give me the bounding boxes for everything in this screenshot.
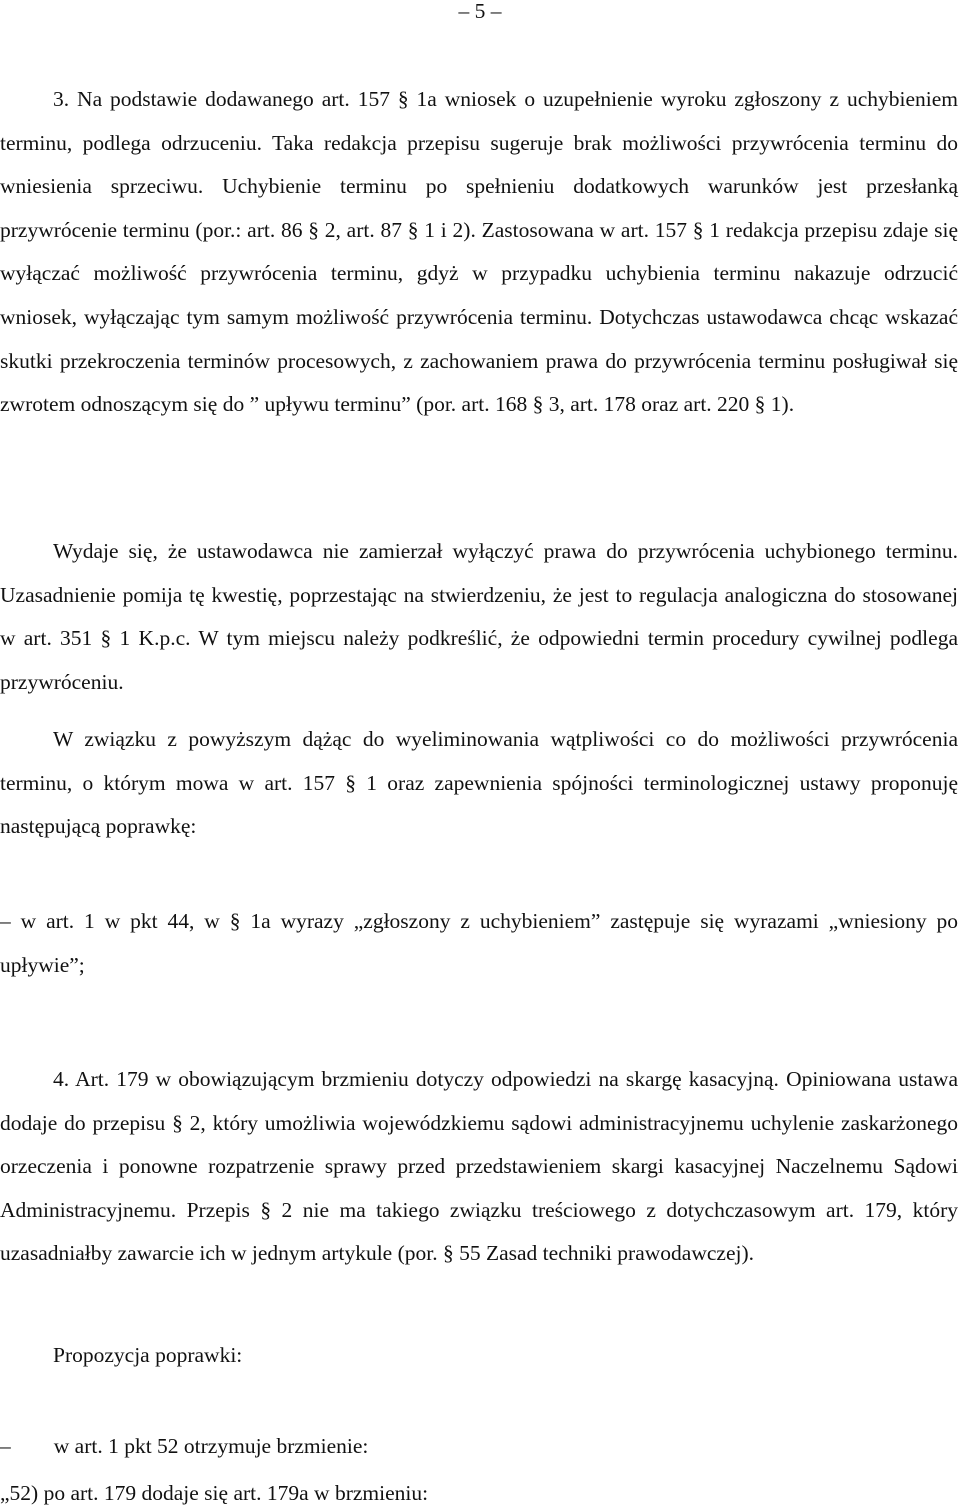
paragraph-commentary [0, 530, 958, 704]
paragraph-commentary-text: Wydaje się, że ustawodawca nie zamierzał wyłączyć prawa do przywrócenia uchybionego terminu. Uzasadnienie pomija tę kwestię, poprzestając na stwierdzeniu, że jest to regulacja analogiczna do stosowanej w art. 351 § 1 K.p.c. W tym miejscu należy podkreślić, że odpowiedni termin procedury cywilnej podlega przywróceniu. [0, 539, 958, 694]
paragraph-point-4 [0, 1058, 958, 1276]
amendment-item-2: – w art. 1 pkt 52 otrzymuje brzmienie: [0, 1434, 369, 1458]
paragraph-point-3-text: 3. Na podstawie dodawanego art. 157 § 1a wniosek o uzupełnienie wyroku zgłoszony z uchybieniem terminu, podlega odrzuceniu. Taka redakcja przepisu sugeruje brak możliwości przywrócenia terminu do wniesienia sprzeciwu. Uchybienie terminu po spełnieniu dodatkowych warunków jest przesłanką przywrócenie terminu (por.: art. 86 § 2, art. 87 § 1 i 2). Zastosowana w art. 157 § 1 redakcja przepisu zdaje się wyłączać możliwość przywrócenia terminu, gdyż w przypadku uchybienia terminu nakazuje odrzucić wniosek, wyłączając tym samym możliwość przywrócenia terminu. Dotychczas ustawodawca chcąc wskazać skutki przekroczenia terminów procesowych, z zachowaniem prawa do przywrócenia terminu posługiwał się zwrotem odnoszącym się do ” upływu terminu” (por. art. 168 § 3, art. 178 oraz art. 220 § 1). [0, 87, 958, 417]
paragraph-amendment-intro-text: W związku z powyższym dążąc do wyeliminowania wątpliwości co do możliwości przywrócenia terminu, o którym mowa w art. 157 § 1 oraz zapewnienia spójności terminologicznej ustawy proponuję następującą poprawkę: [0, 727, 958, 839]
paragraph-amendment-intro [0, 718, 958, 849]
page-number: – 5 – [458, 0, 502, 23]
paragraph-point-3 [0, 78, 958, 427]
paragraph-point-4-text: 4. Art. 179 w obowiązującym brzmieniu dotyczy odpowiedzi na skargę kasacyjną. Opiniowana ustawa dodaje do przepisu § 2, który umożliwia wojewódzkiemu sądowi administracyjnemu uchylenie zaskarżonego orzeczenia i ponowne rozpatrzenie sprawy przed przedstawieniem skargi kasacyjnej Naczelnemu Sądowi Administracyjnemu. Przepis § 2 nie ma takiego związku treściowego z dotychczasowym art. 179, który uzasadniałby zawarcie ich w jednym artykule (por. § 55 Zasad techniki prawodawczej). [0, 1067, 958, 1266]
proposal-heading: Propozycja poprawki: [53, 1343, 243, 1367]
amendment-item-2-content: „52) po art. 179 dodaje się art. 179a w brzmieniu: [0, 1481, 429, 1505]
amendment-item-1: – w art. 1 w pkt 44, w § 1a wyrazy „zgłoszony z uchybieniem” zastępuje się wyrazami „wniesiony po upływie”; [0, 909, 958, 977]
